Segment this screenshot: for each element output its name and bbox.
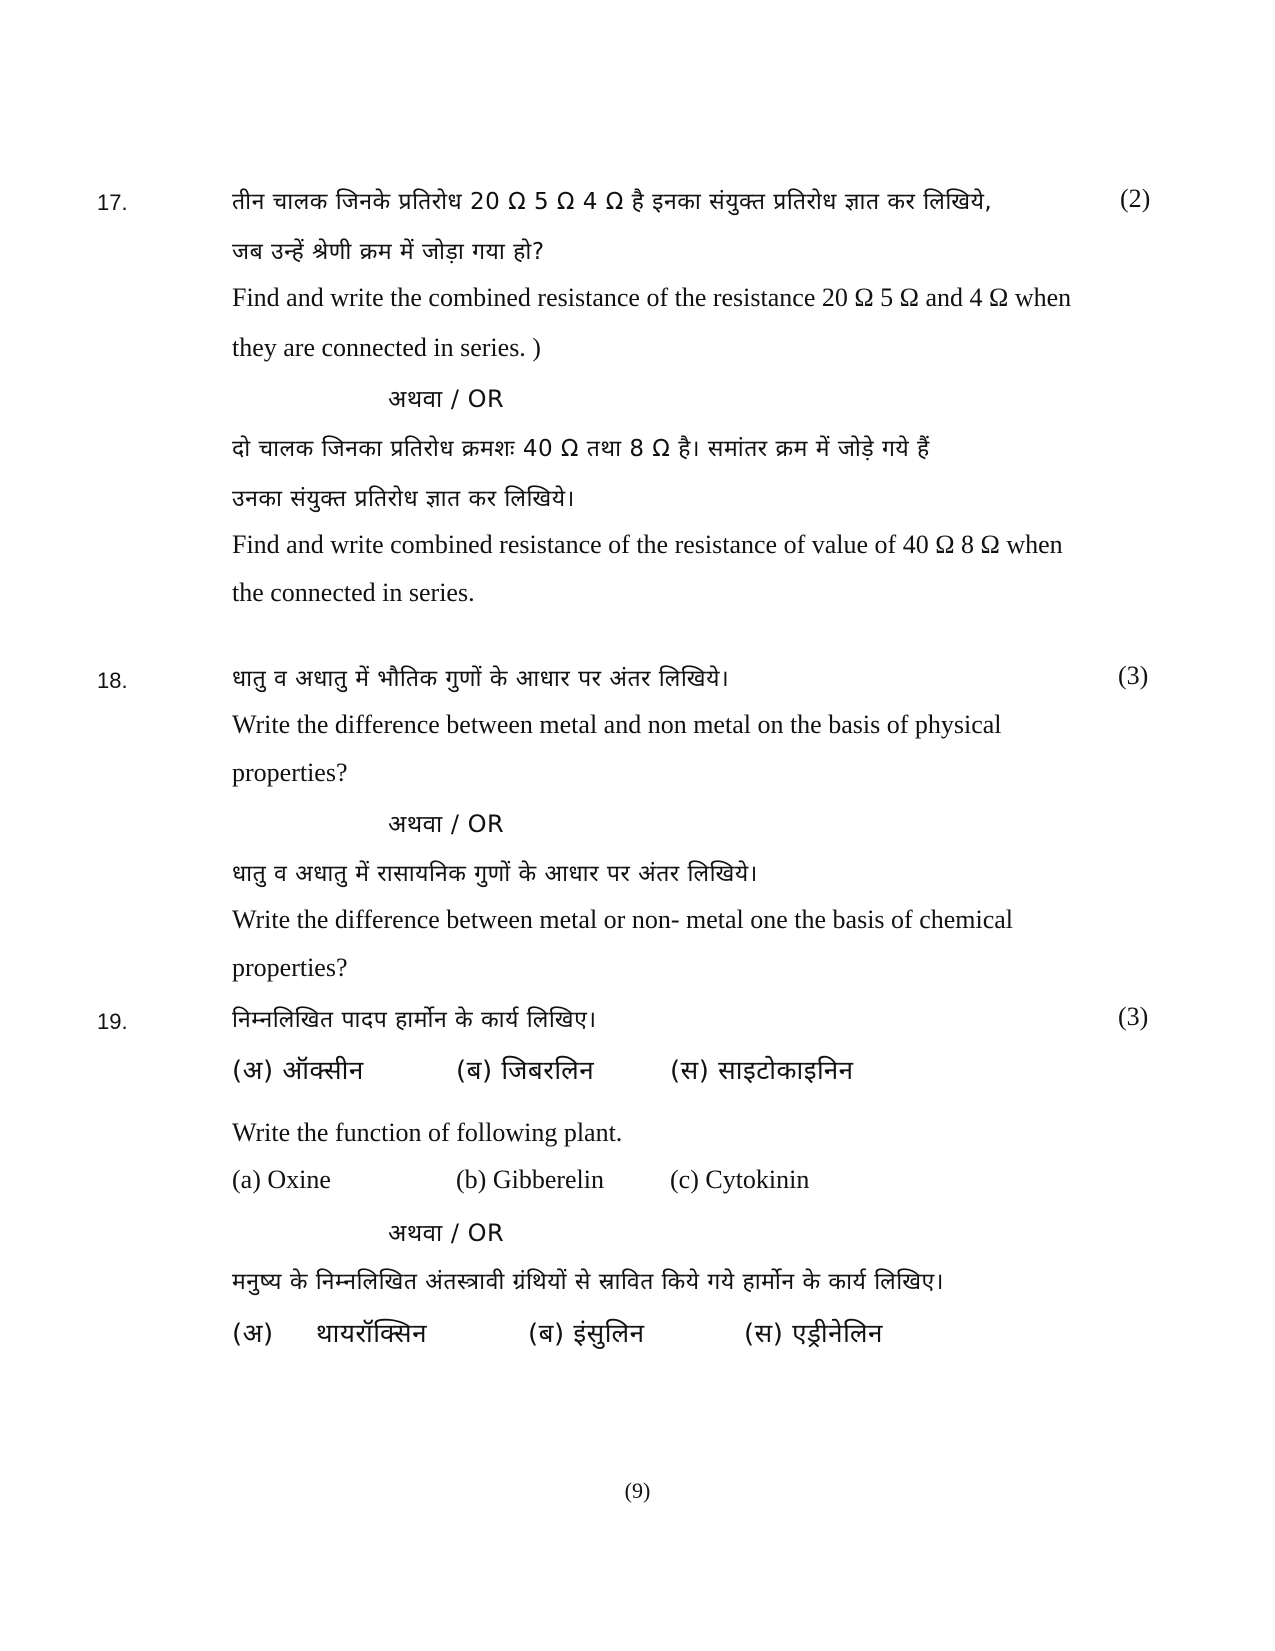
question-19-alt-hindi-line-1: मनुष्य के निम्नलिखित अंतस्त्रावी ग्रंथियों से स्रावित किये गये हार्मोन के कार्य लिखिए।: [232, 1269, 944, 1295]
question-19-hindi-option-a: (अ) ऑक्सीन: [232, 1056, 364, 1086]
question-18-english-line-2: properties?: [232, 758, 348, 787]
question-19-english-option-b: (b) Gibberelin: [456, 1165, 605, 1194]
question-17-english-line-2: they are connected in series. ): [232, 333, 541, 362]
question-18-alt-english-line-1: Write the difference between metal or non- metal one the basis of chemical: [232, 905, 1014, 934]
question-19-hindi-line-1: निम्नलिखित पादप हार्मोन के कार्य लिखिए।: [232, 1007, 597, 1033]
question-19-hindi-option-c: (स) साइटोकाइनिन: [670, 1056, 854, 1086]
question-19-english-line-1: Write the function of following plant.: [232, 1118, 623, 1147]
question-17-or-divider: अथवा / OR: [388, 385, 505, 413]
question-19-hindi-option-b: (ब) जिबरलिन: [456, 1056, 595, 1086]
question-18-hindi-line-1: धातु व अधातु में भौतिक गुणों के आधार पर अंतर लिखिये।: [232, 666, 730, 692]
question-19-marks: (3): [1118, 1002, 1149, 1031]
question-18-or-divider: अथवा / OR: [388, 810, 505, 838]
question-18-english-line-1: Write the difference between metal and non metal on the basis of physical: [232, 710, 1002, 739]
question-18-alt-english-line-2: properties?: [232, 953, 348, 982]
question-19-alt-option-a-label: (अ): [232, 1319, 274, 1349]
question-17-alt-hindi-line-2: उनका संयुक्त प्रतिरोध ज्ञात कर लिखिये।: [232, 486, 575, 512]
question-17-hindi-line-2: जब उन्हें श्रेणी क्रम में जोड़ा गया हो?: [232, 239, 545, 265]
question-17-marks: (2): [1120, 184, 1151, 213]
question-17-alt-english-line-1: Find and write combined resistance of the resistance of value of 40 Ω 8 Ω when: [232, 530, 1063, 559]
question-19-english-option-c: (c) Cytokinin: [670, 1165, 810, 1194]
question-19-alt-option-b: (ब) इंसुलिन: [528, 1319, 645, 1349]
question-18-alt-hindi-line-1: धातु व अधातु में रासायनिक गुणों के आधार पर अंतर लिखिये।: [232, 861, 758, 887]
question-19-alt-option-a: थायरॉक्सिन: [316, 1319, 428, 1349]
question-17-alt-english-line-2: the connected in series.: [232, 578, 475, 607]
question-18-number: 18.: [97, 668, 128, 693]
question-18-marks: (3): [1118, 661, 1149, 690]
question-17-number: 17.: [97, 190, 128, 215]
question-17-english-line-1: Find and write the combined resistance of the resistance 20 Ω 5 Ω and 4 Ω when: [232, 283, 1072, 312]
question-17-hindi-line-1: तीन चालक जिनके प्रतिरोध 20 Ω 5 Ω 4 Ω है इनका संयुक्त प्रतिरोध ज्ञात कर लिखिये,: [232, 189, 993, 215]
question-19-alt-option-c: (स) एड्रीनेलिन: [744, 1319, 883, 1349]
page-number: (9): [624, 1478, 651, 1503]
question-19-number: 19.: [97, 1009, 128, 1034]
question-17-alt-hindi-line-1: दो चालक जिनका प्रतिरोध क्रमशः 40 Ω तथा 8 Ω है। समांतर क्रम में जोड़े गये हैं: [232, 436, 930, 462]
question-19-english-option-a: (a) Oxine: [232, 1165, 331, 1194]
question-19-or-divider: अथवा / OR: [388, 1219, 505, 1247]
